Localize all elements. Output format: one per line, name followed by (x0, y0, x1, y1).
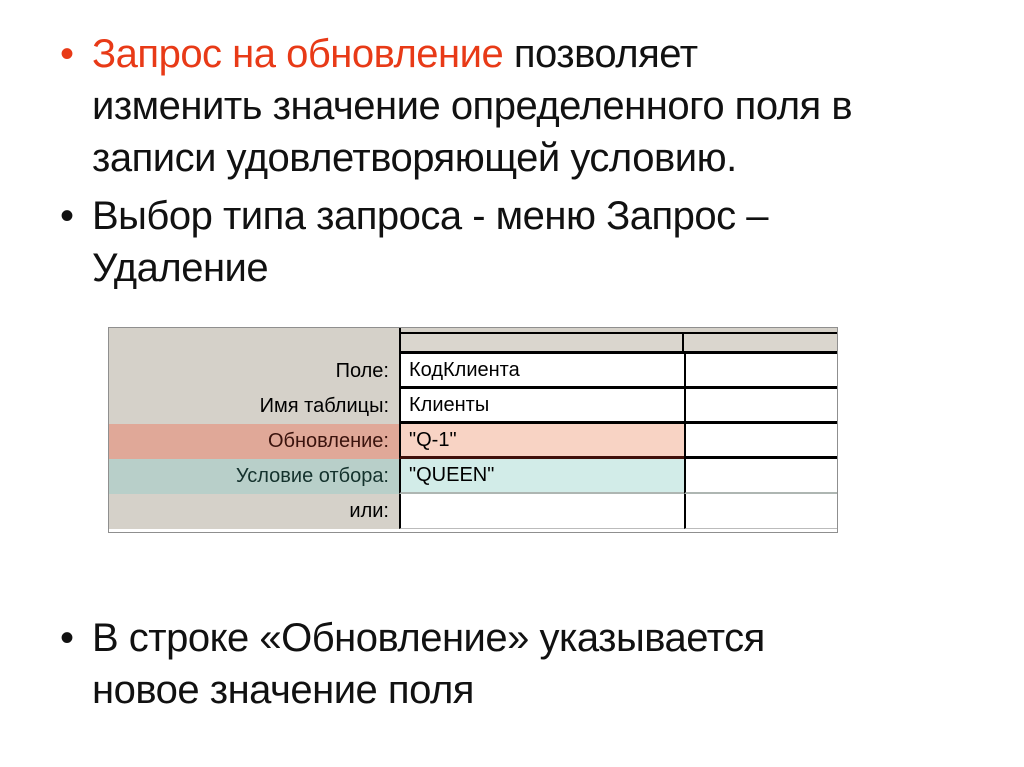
bullet-line: Выбор типа запроса - меню Запрос – (92, 194, 769, 238)
cell-field-name: КодКлиента (399, 354, 684, 389)
bullet-text-block (92, 190, 960, 294)
bullet-item-update-query (60, 28, 960, 184)
grid-row-or (109, 494, 837, 529)
bullet-item-update-row-note (60, 612, 960, 716)
highlighted-term: Запрос на обновление (92, 32, 504, 76)
cell-criteria-value: "QUEEN" (399, 459, 684, 494)
cell-or-empty (399, 494, 684, 529)
cell-field-empty (684, 354, 837, 389)
bullet-line (92, 28, 960, 80)
bullet-marker: • (60, 616, 75, 660)
cell-or-empty-2 (684, 494, 837, 529)
bullet-line: Удаление (92, 246, 269, 290)
bullet-line: новое значение поля (92, 668, 474, 712)
row-label-criteria: Условие отбора: (109, 459, 399, 494)
column-selector-1 (401, 334, 684, 351)
cell-table-name: Клиенты (399, 389, 684, 424)
bullet-line-tail: позволяет (503, 32, 698, 76)
access-query-grid (108, 327, 838, 533)
cell-table-empty (684, 389, 837, 424)
grid-row-field (109, 354, 837, 389)
bullet-text-block (92, 612, 960, 716)
row-label-field: Поле: (109, 354, 399, 389)
bullet-item-query-type (60, 190, 960, 294)
row-label-table: Имя таблицы: (109, 389, 399, 424)
grid-row-table (109, 389, 837, 424)
column-selector-2 (684, 334, 837, 351)
grid-header-row (109, 328, 837, 354)
grid-column-selector-strip (401, 334, 837, 354)
bullet-marker: • (60, 32, 75, 76)
bullet-line: изменить значение определенного поля в (92, 84, 853, 128)
row-label-update: Обновление: (109, 424, 399, 459)
cell-criteria-empty (684, 459, 837, 494)
bullet-line: В строке «Обновление» указывается (92, 616, 765, 660)
grid-column-selectors (399, 328, 837, 354)
grid-row-criteria (109, 459, 837, 494)
cell-update-value: "Q-1" (399, 424, 684, 459)
cell-update-empty (684, 424, 837, 459)
bullet-text-block (92, 28, 960, 184)
bullet-line: записи удовлетворяющей условию. (92, 136, 737, 180)
grid-row-update (109, 424, 837, 459)
grid-header-label-spacer (109, 328, 399, 354)
bullet-marker: • (60, 194, 75, 238)
row-label-or: или: (109, 494, 399, 529)
